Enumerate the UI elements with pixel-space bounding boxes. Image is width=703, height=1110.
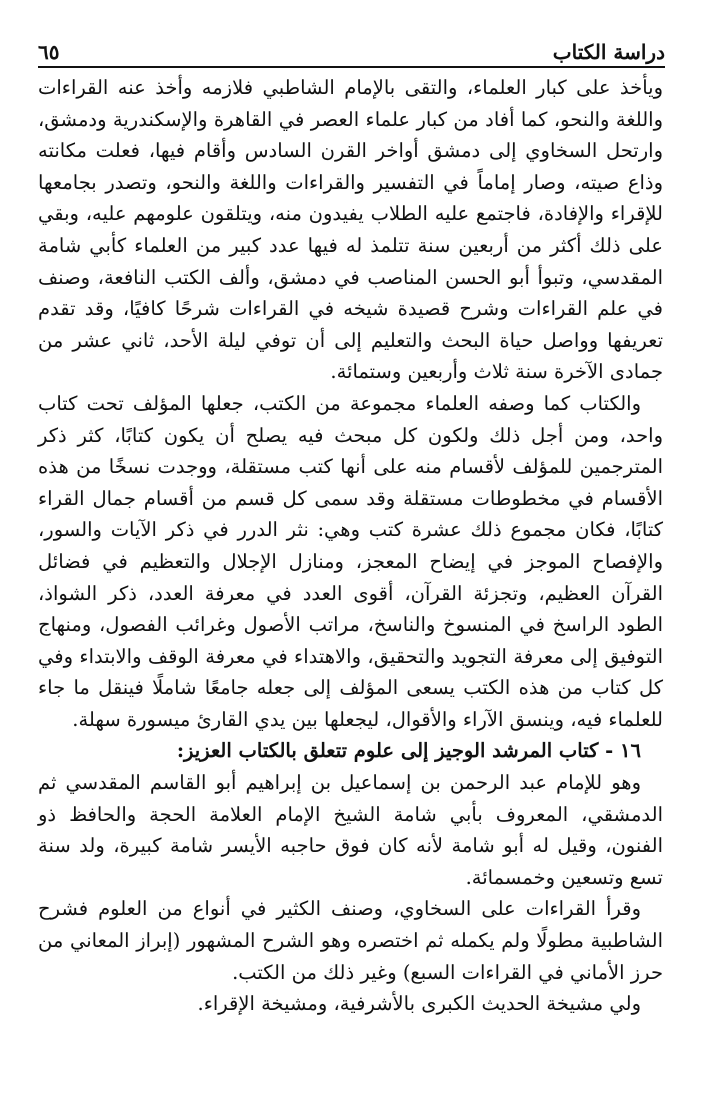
section-paragraph: ولي مشيخة الحديث الكبرى بالأشرفية، ومشيخة الإقراء. [197,992,641,1016]
section-paragraph: وقرأ القراءات على السخاوي، وصنف الكثير في أنواع من العلوم فشرح الشاطبية مطولًا ولم يكمله ثم اختصره وهو الشرح المشهور (إبراز المعاني من حرز الأماني في القراءات السبع) وغير ذلك من الكتب. [38,897,663,984]
running-header-title: دراسة الكتاب [552,40,665,64]
page-number: ٦٥ [38,40,60,64]
section-paragraph: وهو للإمام عبد الرحمن بن إسماعيل بن إبراهيم أبو القاسم المقدسي ثم الدمشقي، المعروف بأبي شامة الشيخ الإمام العلامة الحجة والحافظ ذو الفنون، وقيل له أبو شامة لأنه كان فوق حاجبه الأيسر شامة كبيرة، ولد سنة تسع وتسعين وخمسمائة. [38,771,663,889]
body-paragraph: ويأخذ على كبار العلماء، والتقى بالإمام الشاطبي فلازمه وأخذ عنه القراءات واللغة والنحو، كما أفاد من كبار علماء العصر في القاهرة والإسكندرية ودمشق، وارتحل السخاوي إلى دمشق أواخر القرن السادس وأقام فيها، فعلت مكانته وذاع صيته، وصار إماماً في التفسير والقراءات واللغة والنحو، وتصدر بجامعها للإقراء والإفادة، فاجتمع عليه الطلاب يفيدون منه، ويتلقون علومهم عليه، وبقي على ذلك أكثر من أربعين سنة تتلمذ له فيها عدد كبير من العلماء كأبي شامة المقدسي، وتبوأ أبو الحسن المناصب في دمشق، وألف الكتب النافعة، وصنف في علم القراءات وشرح قصيدة شيخه في القراءات شرحًا كافيًا، وقد تقدم تعريفها وواصل حياة البحث والتعليم إلى أن توفي ليلة الأحد، ثاني عشر من جمادى الآخرة سنة ثلاث وأربعين وستمائة. [38,76,663,384]
body-paragraph: والكتاب كما وصفه العلماء مجموعة من الكتب، جعلها المؤلف تحت كتاب واحد، ومن أجل ذلك ولكون كل مبحث فيه يصلح أن يكون كتابًا، كثر ذكر المترجمين للمؤلف لأقسام منه على أنها كتب مستقلة، ووجدت نسخًا من هذه الأقسام في مخطوطات مستقلة وقد سمى كل قسم من أقسام جمال القراء كتابًا، فكان مجموع ذلك عشرة كتب وهي: نثر الدرر في ذكر الآيات والسور، والإفصاح الموجز في إيضاح المعجز، ومنازل الإجلال والتعظيم في فضائل القرآن العظيم، وتجزئة القرآن، أقوى العدد في معرفة العدد، ذكر الشواذ، الطود الراسخ في المنسوخ والناسخ، مراتب الأصول وغرائب الفصول، ومنهاج التوفيق إلى معرفة التجويد والتحقيق، والاهتداء في معرفة الوقف والابتداء وفي كل كتاب من هذه الكتب يسعى المؤلف إلى جعله جامعًا شاملًا فينقل ما جاء للعلماء فيه، وينسق الآراء والأقوال، ليجعلها بين يدي القارئ ميسورة سهلة. [38,391,663,731]
page-body [38,72,663,1020]
section-heading: ١٦ - كتاب المرشد الوجيز إلى علوم تتعلق بالكتاب العزيز: [176,739,641,763]
running-header [38,34,665,68]
